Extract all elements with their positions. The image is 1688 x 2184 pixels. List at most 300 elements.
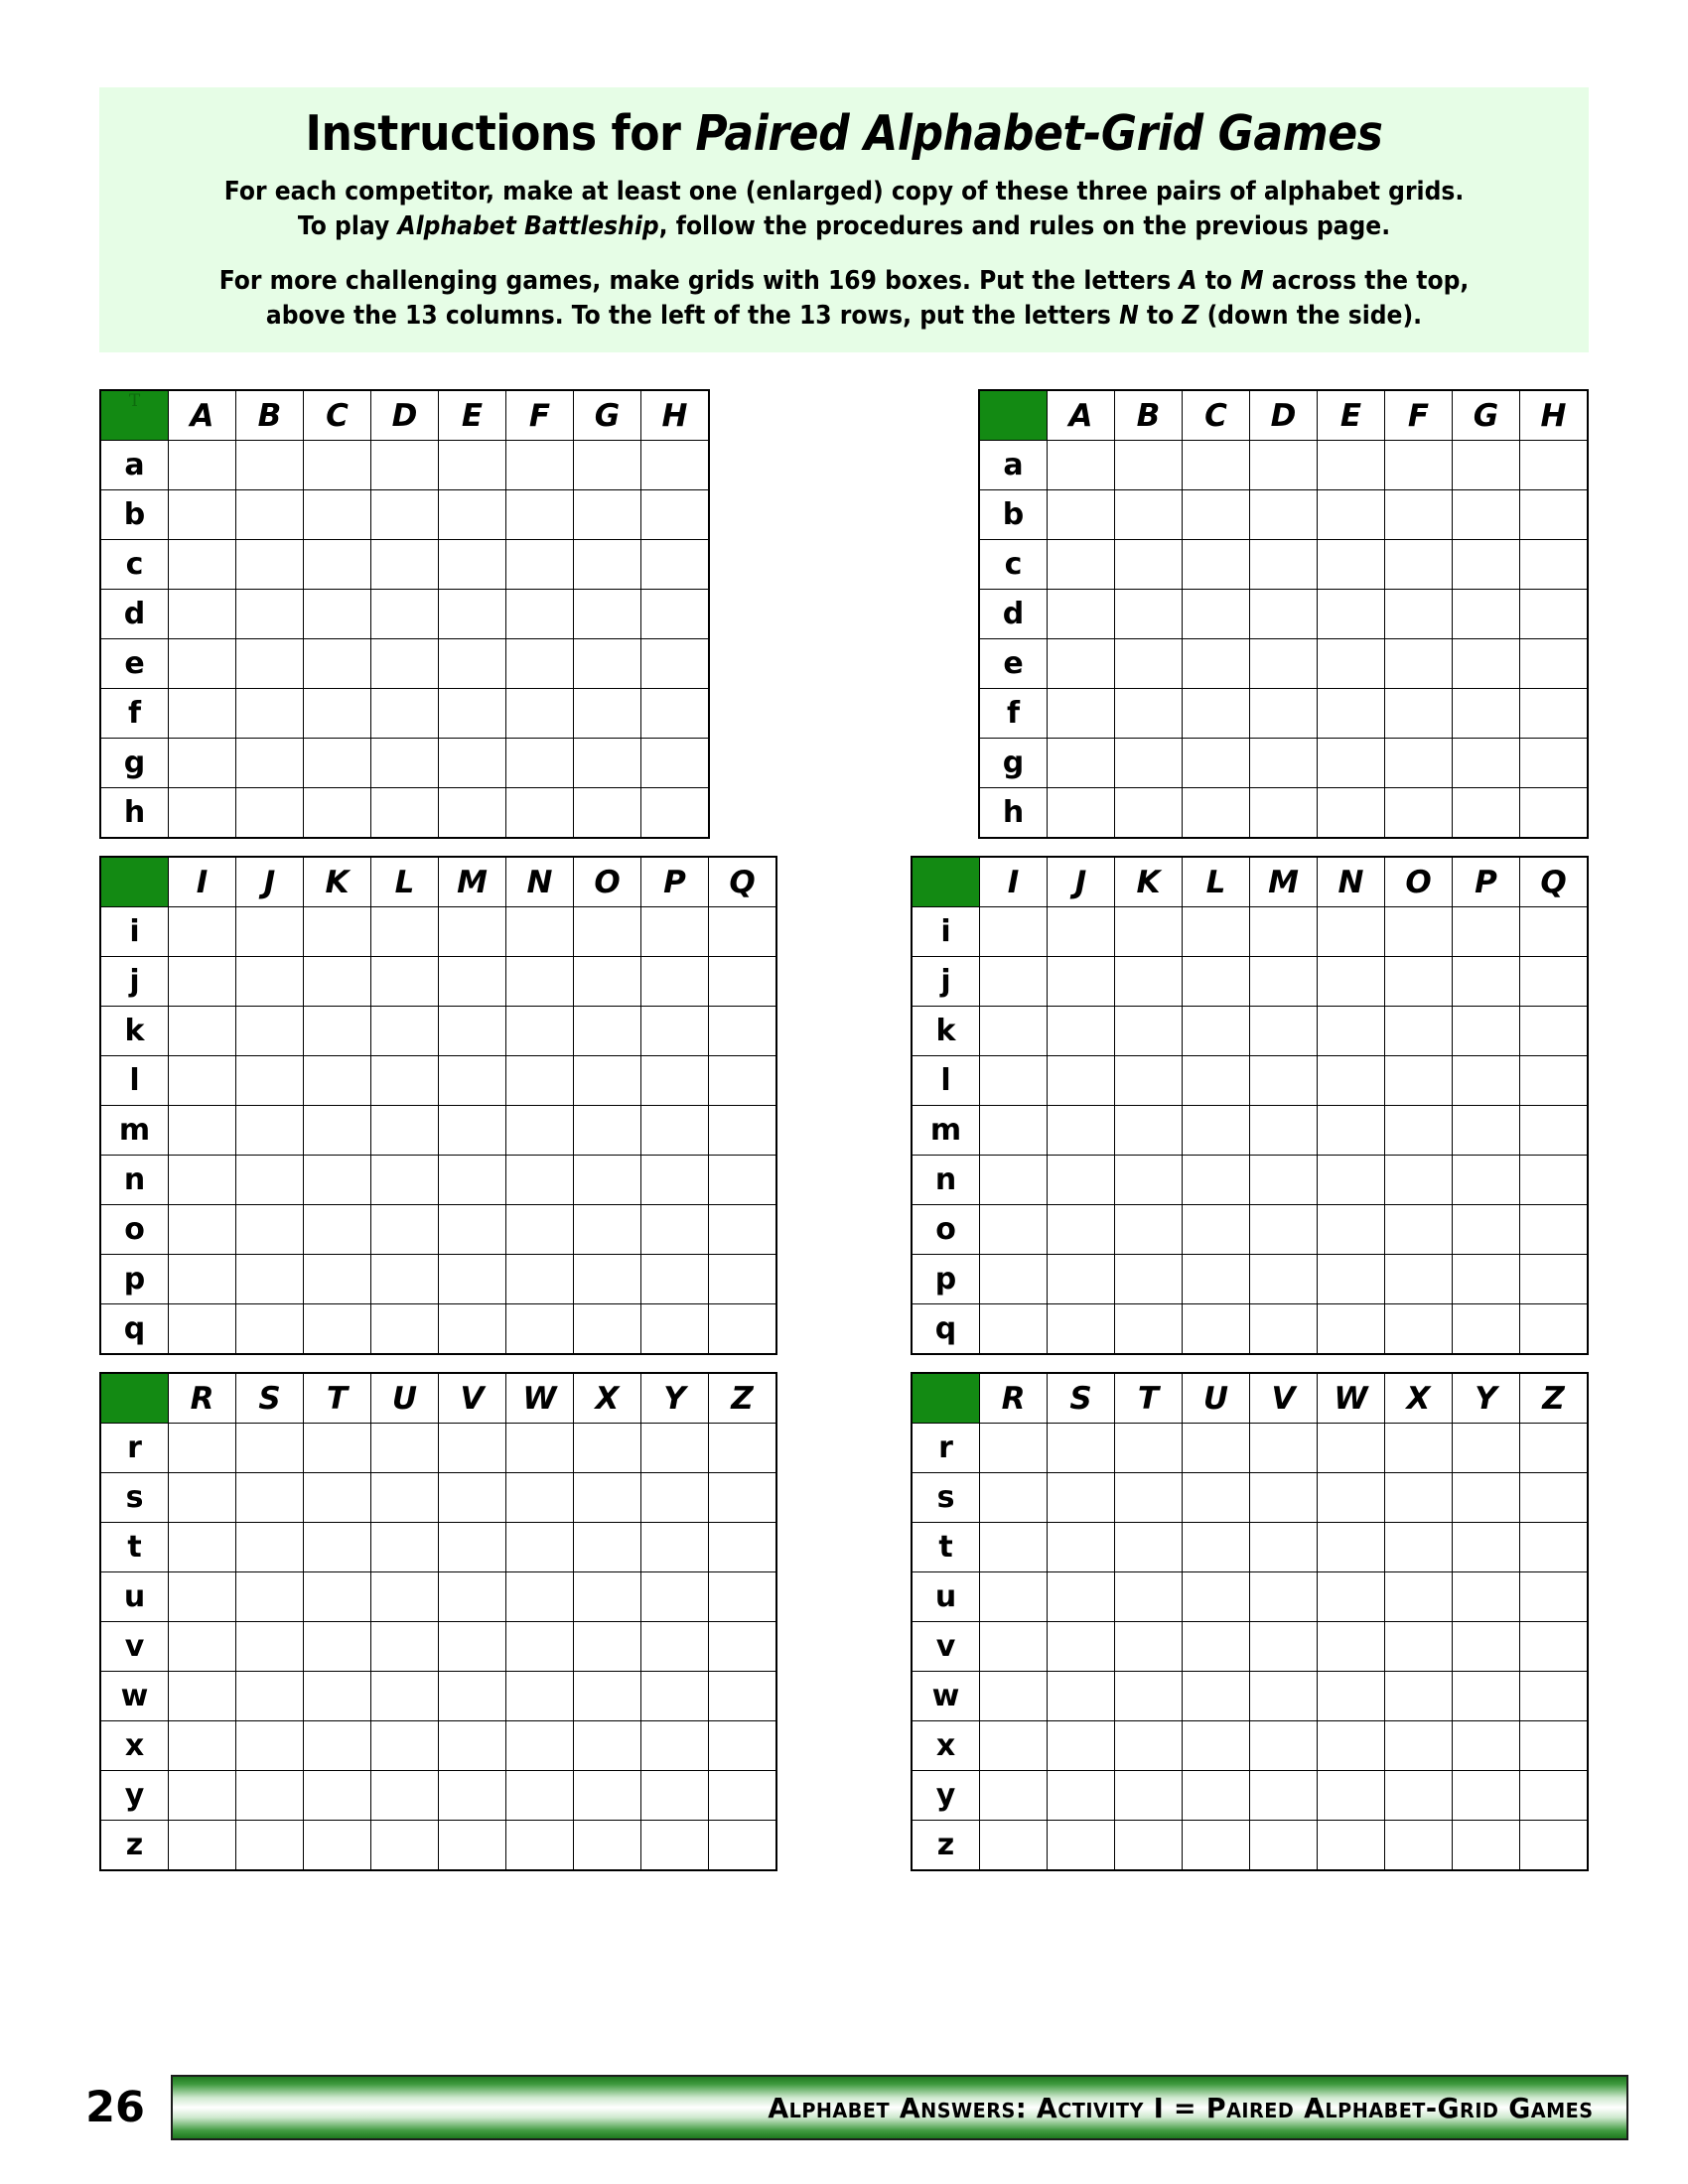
grid-cell[interactable] [304, 441, 371, 490]
grid-cell[interactable] [439, 1205, 506, 1255]
grid-cell[interactable] [1453, 1721, 1520, 1771]
grid-cell[interactable] [304, 1821, 371, 1871]
grid-cell[interactable] [1048, 907, 1115, 957]
grid-cell[interactable] [641, 441, 710, 490]
grid-cell[interactable] [709, 1304, 777, 1355]
grid-cell[interactable] [1385, 1771, 1453, 1821]
grid-cell[interactable] [641, 1473, 709, 1523]
grid-cell[interactable] [709, 1156, 777, 1205]
grid-cell[interactable] [574, 957, 641, 1007]
grid-cell[interactable] [236, 540, 304, 590]
grid-cell[interactable] [236, 441, 304, 490]
grid-cell[interactable] [641, 1622, 709, 1672]
grid-cell[interactable] [709, 907, 777, 957]
grid-cell[interactable] [304, 490, 371, 540]
grid-cell[interactable] [236, 1424, 304, 1473]
grid-cell[interactable] [1115, 1473, 1183, 1523]
grid-cell[interactable] [439, 540, 506, 590]
grid-cell[interactable] [236, 1056, 304, 1106]
grid-cell[interactable] [1115, 1106, 1183, 1156]
grid-cell[interactable] [980, 1473, 1048, 1523]
grid-cell[interactable] [439, 490, 506, 540]
grid-cell[interactable] [169, 1255, 236, 1304]
grid-cell[interactable] [574, 1672, 641, 1721]
grid-cell[interactable] [1520, 1473, 1589, 1523]
grid-cell[interactable] [1250, 1007, 1318, 1056]
grid-cell[interactable] [980, 1156, 1048, 1205]
grid-cell[interactable] [371, 441, 439, 490]
grid-cell[interactable] [236, 689, 304, 739]
grid-cell[interactable] [1520, 1821, 1589, 1871]
grid-cell[interactable] [506, 1424, 574, 1473]
grid-cell[interactable] [236, 1523, 304, 1572]
grid-cell[interactable] [169, 540, 236, 590]
grid-cell[interactable] [1250, 739, 1318, 788]
grid-cell[interactable] [1115, 490, 1183, 540]
grid-cell[interactable] [1115, 1622, 1183, 1672]
grid-cell[interactable] [506, 739, 574, 788]
grid-cell[interactable] [574, 1821, 641, 1871]
grid-cell[interactable] [980, 1304, 1048, 1355]
grid-cell[interactable] [236, 1304, 304, 1355]
grid-cell[interactable] [506, 1255, 574, 1304]
grid-cell[interactable] [1453, 788, 1520, 839]
grid-cell[interactable] [1520, 1523, 1589, 1572]
grid-cell[interactable] [1453, 1473, 1520, 1523]
grid-cell[interactable] [439, 907, 506, 957]
grid-cell[interactable] [1318, 1205, 1385, 1255]
grid-cell[interactable] [1250, 639, 1318, 689]
grid-cell[interactable] [304, 1473, 371, 1523]
grid-cell[interactable] [980, 1672, 1048, 1721]
grid-cell[interactable] [1115, 1771, 1183, 1821]
grid-cell[interactable] [574, 1304, 641, 1355]
grid-cell[interactable] [1385, 788, 1453, 839]
grid-cell[interactable] [371, 590, 439, 639]
grid-cell[interactable] [709, 1473, 777, 1523]
grid-cell[interactable] [169, 957, 236, 1007]
grid-cell[interactable] [709, 1721, 777, 1771]
grid-cell[interactable] [169, 1424, 236, 1473]
grid-cell[interactable] [371, 1672, 439, 1721]
grid-cell[interactable] [1520, 1304, 1589, 1355]
grid-cell[interactable] [1385, 1672, 1453, 1721]
grid-cell[interactable] [1048, 1572, 1115, 1622]
grid-cell[interactable] [1318, 957, 1385, 1007]
grid-cell[interactable] [1318, 739, 1385, 788]
grid-cell[interactable] [1385, 490, 1453, 540]
grid-cell[interactable] [1115, 788, 1183, 839]
grid-cell[interactable] [169, 1622, 236, 1672]
grid-cell[interactable] [506, 1572, 574, 1622]
grid-cell[interactable] [169, 1106, 236, 1156]
grid-cell[interactable] [980, 1106, 1048, 1156]
grid-cell[interactable] [1318, 441, 1385, 490]
grid-cell[interactable] [439, 1672, 506, 1721]
grid-cell[interactable] [304, 1056, 371, 1106]
grid-cell[interactable] [1250, 1672, 1318, 1721]
grid-cell[interactable] [236, 1255, 304, 1304]
grid-cell[interactable] [709, 1205, 777, 1255]
grid-cell[interactable] [1520, 1771, 1589, 1821]
grid-cell[interactable] [439, 788, 506, 839]
grid-cell[interactable] [641, 1156, 709, 1205]
grid-cell[interactable] [1520, 1007, 1589, 1056]
grid-cell[interactable] [236, 490, 304, 540]
grid-cell[interactable] [1183, 1721, 1250, 1771]
grid-cell[interactable] [641, 907, 709, 957]
grid-cell[interactable] [1385, 1205, 1453, 1255]
grid-cell[interactable] [236, 1672, 304, 1721]
grid-cell[interactable] [1453, 639, 1520, 689]
grid-cell[interactable] [1520, 907, 1589, 957]
grid-cell[interactable] [371, 1424, 439, 1473]
grid-cell[interactable] [1250, 1721, 1318, 1771]
grid-cell[interactable] [641, 1205, 709, 1255]
grid-cell[interactable] [236, 590, 304, 639]
grid-cell[interactable] [371, 1205, 439, 1255]
grid-cell[interactable] [709, 1771, 777, 1821]
grid-cell[interactable] [236, 739, 304, 788]
grid-cell[interactable] [1115, 1721, 1183, 1771]
grid-cell[interactable] [1385, 540, 1453, 590]
grid-cell[interactable] [574, 1572, 641, 1622]
grid-cell[interactable] [439, 1473, 506, 1523]
grid-cell[interactable] [506, 590, 574, 639]
grid-cell[interactable] [1385, 1821, 1453, 1871]
grid-cell[interactable] [371, 1572, 439, 1622]
grid-cell[interactable] [1453, 1255, 1520, 1304]
grid-cell[interactable] [1048, 490, 1115, 540]
grid-cell[interactable] [236, 1007, 304, 1056]
grid-cell[interactable] [574, 1156, 641, 1205]
grid-cell[interactable] [1115, 907, 1183, 957]
grid-cell[interactable] [1115, 1523, 1183, 1572]
grid-cell[interactable] [641, 957, 709, 1007]
grid-cell[interactable] [1520, 1424, 1589, 1473]
grid-cell[interactable] [574, 1473, 641, 1523]
grid-cell[interactable] [169, 490, 236, 540]
grid-cell[interactable] [1250, 540, 1318, 590]
grid-cell[interactable] [371, 1007, 439, 1056]
grid-cell[interactable] [1520, 689, 1589, 739]
grid-cell[interactable] [641, 1572, 709, 1622]
grid-cell[interactable] [169, 1771, 236, 1821]
grid-cell[interactable] [1115, 739, 1183, 788]
grid-cell[interactable] [1453, 1424, 1520, 1473]
grid-cell[interactable] [1250, 1572, 1318, 1622]
grid-cell[interactable] [1385, 957, 1453, 1007]
grid-cell[interactable] [1520, 1156, 1589, 1205]
grid-cell[interactable] [1318, 1424, 1385, 1473]
grid-cell[interactable] [304, 590, 371, 639]
grid-cell[interactable] [1183, 1622, 1250, 1672]
grid-cell[interactable] [1183, 540, 1250, 590]
grid-cell[interactable] [1385, 739, 1453, 788]
grid-cell[interactable] [1048, 1304, 1115, 1355]
grid-cell[interactable] [574, 739, 641, 788]
grid-cell[interactable] [1318, 788, 1385, 839]
grid-cell[interactable] [1520, 1056, 1589, 1106]
grid-cell[interactable] [1183, 689, 1250, 739]
grid-cell[interactable] [1183, 1771, 1250, 1821]
grid-cell[interactable] [1115, 1672, 1183, 1721]
grid-cell[interactable] [439, 639, 506, 689]
grid-cell[interactable] [169, 441, 236, 490]
alphabet-grid[interactable] [911, 856, 1589, 1355]
grid-cell[interactable] [709, 1255, 777, 1304]
grid-cell[interactable] [1048, 639, 1115, 689]
grid-cell[interactable] [1115, 1821, 1183, 1871]
grid-cell[interactable] [1318, 1572, 1385, 1622]
grid-cell[interactable] [371, 907, 439, 957]
grid-cell[interactable] [1048, 1424, 1115, 1473]
grid-cell[interactable] [1318, 1523, 1385, 1572]
grid-cell[interactable] [1048, 1106, 1115, 1156]
grid-cell[interactable] [1250, 788, 1318, 839]
grid-cell[interactable] [1250, 1821, 1318, 1871]
grid-cell[interactable] [1385, 1156, 1453, 1205]
grid-cell[interactable] [1385, 1721, 1453, 1771]
grid-cell[interactable] [1453, 1672, 1520, 1721]
grid-cell[interactable] [1453, 1007, 1520, 1056]
grid-cell[interactable] [506, 1721, 574, 1771]
grid-cell[interactable] [1115, 957, 1183, 1007]
grid-cell[interactable] [574, 788, 641, 839]
grid-cell[interactable] [506, 1473, 574, 1523]
grid-cell[interactable] [574, 1424, 641, 1473]
grid-cell[interactable] [574, 689, 641, 739]
grid-cell[interactable] [1250, 590, 1318, 639]
grid-cell[interactable] [1385, 590, 1453, 639]
grid-cell[interactable] [169, 689, 236, 739]
grid-cell[interactable] [304, 689, 371, 739]
grid-cell[interactable] [641, 1056, 709, 1106]
grid-cell[interactable] [1385, 441, 1453, 490]
grid-cell[interactable] [1385, 1622, 1453, 1672]
grid-cell[interactable] [169, 1007, 236, 1056]
grid-cell[interactable] [1250, 1523, 1318, 1572]
grid-cell[interactable] [1385, 1304, 1453, 1355]
grid-cell[interactable] [980, 1523, 1048, 1572]
grid-cell[interactable] [1115, 1424, 1183, 1473]
grid-cell[interactable] [980, 1255, 1048, 1304]
grid-cell[interactable] [236, 1771, 304, 1821]
grid-cell[interactable] [1183, 1523, 1250, 1572]
grid-cell[interactable] [371, 739, 439, 788]
grid-cell[interactable] [1183, 788, 1250, 839]
grid-cell[interactable] [371, 1721, 439, 1771]
grid-cell[interactable] [1520, 1106, 1589, 1156]
grid-cell[interactable] [371, 540, 439, 590]
grid-cell[interactable] [439, 1255, 506, 1304]
grid-cell[interactable] [1183, 1672, 1250, 1721]
grid-cell[interactable] [1520, 1672, 1589, 1721]
grid-cell[interactable] [304, 1721, 371, 1771]
grid-cell[interactable] [1453, 1056, 1520, 1106]
grid-cell[interactable] [1048, 590, 1115, 639]
grid-cell[interactable] [506, 957, 574, 1007]
grid-cell[interactable] [1048, 1205, 1115, 1255]
grid-cell[interactable] [1520, 739, 1589, 788]
grid-cell[interactable] [1520, 1255, 1589, 1304]
grid-cell[interactable] [1520, 441, 1589, 490]
grid-cell[interactable] [1385, 1255, 1453, 1304]
grid-cell[interactable] [709, 957, 777, 1007]
grid-cell[interactable] [304, 1572, 371, 1622]
grid-cell[interactable] [1250, 907, 1318, 957]
grid-cell[interactable] [304, 1007, 371, 1056]
grid-cell[interactable] [304, 907, 371, 957]
grid-cell[interactable] [1453, 1622, 1520, 1672]
grid-cell[interactable] [371, 639, 439, 689]
grid-cell[interactable] [1048, 1721, 1115, 1771]
grid-cell[interactable] [1318, 689, 1385, 739]
grid-cell[interactable] [1385, 639, 1453, 689]
grid-cell[interactable] [169, 1821, 236, 1871]
grid-cell[interactable] [169, 1304, 236, 1355]
grid-cell[interactable] [1520, 1572, 1589, 1622]
grid-cell[interactable] [574, 1106, 641, 1156]
grid-cell[interactable] [1250, 1622, 1318, 1672]
grid-cell[interactable] [236, 788, 304, 839]
grid-cell[interactable] [574, 1721, 641, 1771]
grid-cell[interactable] [574, 540, 641, 590]
grid-cell[interactable] [1318, 1721, 1385, 1771]
grid-cell[interactable] [1048, 441, 1115, 490]
grid-cell[interactable] [506, 639, 574, 689]
grid-cell[interactable] [980, 1424, 1048, 1473]
grid-cell[interactable] [1385, 1106, 1453, 1156]
grid-cell[interactable] [371, 957, 439, 1007]
grid-cell[interactable] [980, 1821, 1048, 1871]
grid-cell[interactable] [506, 1007, 574, 1056]
grid-cell[interactable] [169, 788, 236, 839]
grid-cell[interactable] [641, 1424, 709, 1473]
grid-cell[interactable] [1250, 1156, 1318, 1205]
grid-cell[interactable] [574, 1771, 641, 1821]
alphabet-grid[interactable] [911, 1372, 1589, 1871]
grid-cell[interactable] [1453, 1156, 1520, 1205]
grid-cell[interactable] [1453, 441, 1520, 490]
grid-cell[interactable] [1250, 441, 1318, 490]
grid-cell[interactable] [236, 1473, 304, 1523]
grid-cell[interactable] [980, 1056, 1048, 1106]
grid-cell[interactable] [709, 1523, 777, 1572]
grid-cell[interactable] [1318, 1255, 1385, 1304]
grid-cell[interactable] [169, 1156, 236, 1205]
grid-cell[interactable] [980, 1007, 1048, 1056]
alphabet-grid[interactable] [99, 856, 777, 1355]
grid-cell[interactable] [641, 540, 710, 590]
grid-cell[interactable] [1048, 1523, 1115, 1572]
grid-cell[interactable] [439, 689, 506, 739]
grid-cell[interactable] [1115, 441, 1183, 490]
grid-cell[interactable] [1183, 1255, 1250, 1304]
grid-cell[interactable] [1453, 1771, 1520, 1821]
grid-cell[interactable] [506, 540, 574, 590]
grid-cell[interactable] [506, 788, 574, 839]
grid-cell[interactable] [1048, 1056, 1115, 1106]
grid-cell[interactable] [1318, 490, 1385, 540]
grid-cell[interactable] [1385, 689, 1453, 739]
grid-cell[interactable] [304, 1424, 371, 1473]
grid-cell[interactable] [1453, 689, 1520, 739]
grid-cell[interactable] [439, 1821, 506, 1871]
grid-cell[interactable] [506, 1056, 574, 1106]
grid-cell[interactable] [439, 1523, 506, 1572]
grid-cell[interactable] [980, 1771, 1048, 1821]
grid-cell[interactable] [1183, 1156, 1250, 1205]
grid-cell[interactable] [641, 1672, 709, 1721]
grid-cell[interactable] [641, 739, 710, 788]
grid-cell[interactable] [574, 1523, 641, 1572]
grid-cell[interactable] [709, 1572, 777, 1622]
grid-cell[interactable] [641, 788, 710, 839]
grid-cell[interactable] [304, 1622, 371, 1672]
grid-cell[interactable] [980, 1572, 1048, 1622]
grid-cell[interactable] [1115, 689, 1183, 739]
grid-cell[interactable] [1183, 1304, 1250, 1355]
grid-cell[interactable] [236, 1821, 304, 1871]
grid-cell[interactable] [371, 689, 439, 739]
grid-cell[interactable] [1250, 1424, 1318, 1473]
grid-cell[interactable] [371, 1622, 439, 1672]
grid-cell[interactable] [1453, 1304, 1520, 1355]
grid-cell[interactable] [1048, 1473, 1115, 1523]
grid-cell[interactable] [1318, 1771, 1385, 1821]
grid-cell[interactable] [1385, 1007, 1453, 1056]
grid-cell[interactable] [236, 1106, 304, 1156]
grid-cell[interactable] [506, 441, 574, 490]
grid-cell[interactable] [1385, 1424, 1453, 1473]
grid-cell[interactable] [1115, 540, 1183, 590]
grid-cell[interactable] [304, 1106, 371, 1156]
grid-cell[interactable] [304, 1771, 371, 1821]
grid-cell[interactable] [1250, 689, 1318, 739]
grid-cell[interactable] [1048, 689, 1115, 739]
grid-cell[interactable] [1048, 1622, 1115, 1672]
grid-cell[interactable] [641, 1255, 709, 1304]
grid-cell[interactable] [1183, 1572, 1250, 1622]
grid-cell[interactable] [1250, 957, 1318, 1007]
grid-cell[interactable] [574, 1255, 641, 1304]
grid-cell[interactable] [641, 1721, 709, 1771]
grid-cell[interactable] [1385, 1056, 1453, 1106]
grid-cell[interactable] [1183, 639, 1250, 689]
grid-cell[interactable] [709, 1007, 777, 1056]
grid-cell[interactable] [304, 1523, 371, 1572]
grid-cell[interactable] [1385, 1572, 1453, 1622]
grid-cell[interactable] [1048, 957, 1115, 1007]
grid-cell[interactable] [1520, 590, 1589, 639]
grid-cell[interactable] [1183, 957, 1250, 1007]
grid-cell[interactable] [641, 1821, 709, 1871]
grid-cell[interactable] [1048, 1255, 1115, 1304]
alphabet-grid[interactable] [99, 389, 710, 839]
grid-cell[interactable] [506, 1205, 574, 1255]
grid-cell[interactable] [1453, 540, 1520, 590]
grid-cell[interactable] [506, 1106, 574, 1156]
grid-cell[interactable] [574, 590, 641, 639]
grid-cell[interactable] [574, 1007, 641, 1056]
grid-cell[interactable] [439, 1156, 506, 1205]
grid-cell[interactable] [1115, 1156, 1183, 1205]
grid-cell[interactable] [169, 1056, 236, 1106]
grid-cell[interactable] [641, 590, 710, 639]
grid-cell[interactable] [1453, 490, 1520, 540]
grid-cell[interactable] [1183, 1106, 1250, 1156]
